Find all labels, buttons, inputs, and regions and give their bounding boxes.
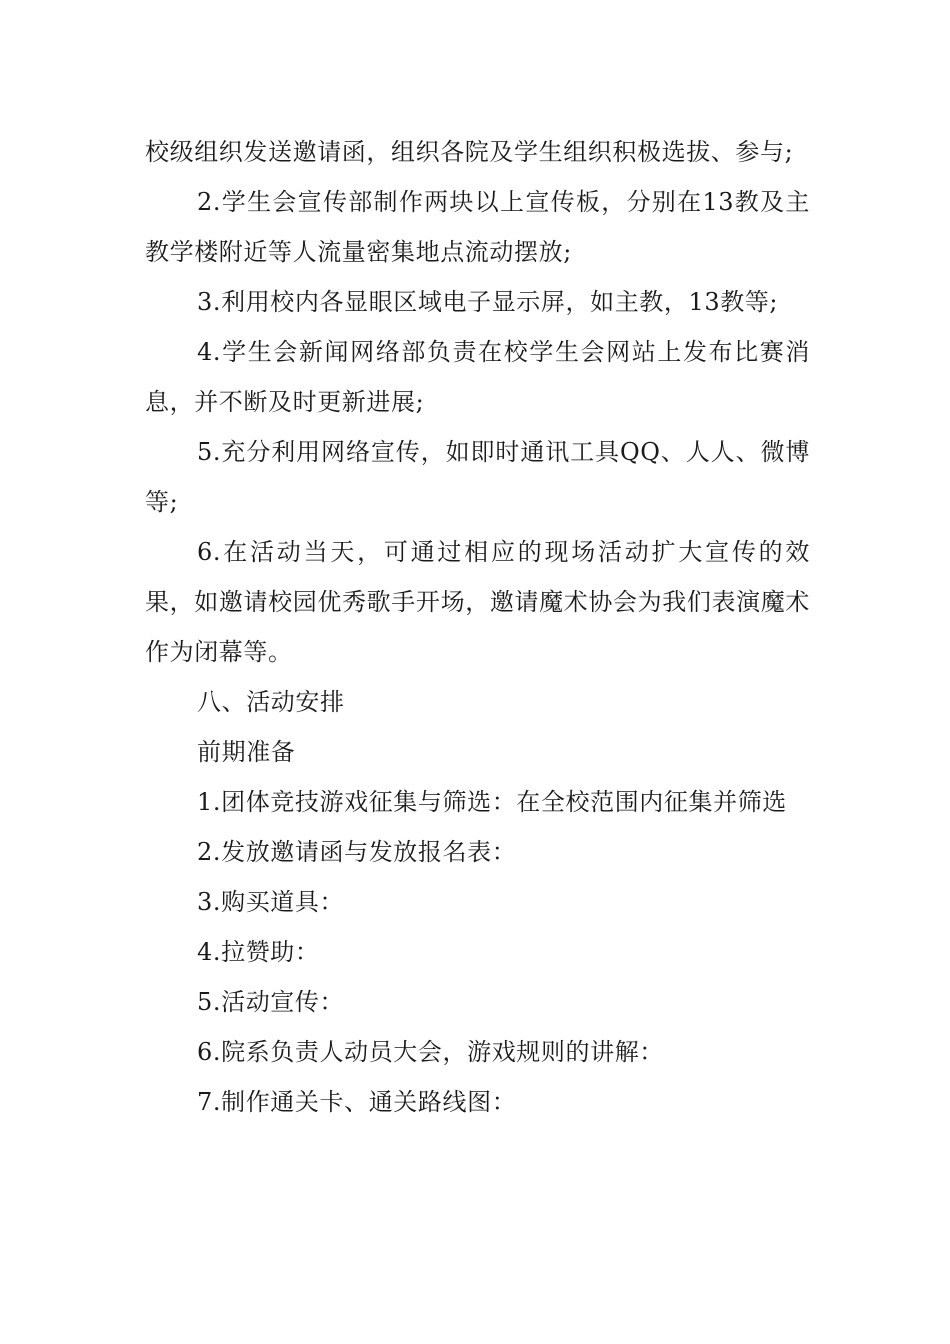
section-heading-activity-arrangement: 八、活动安排 [197,688,345,716]
prep-item-1-games: 1.团体竞技游戏征集与筛选：在全校范围内征集并筛选 [197,788,787,816]
paragraph-item-3-screens: 3.利用校内各显眼区域电子显示屏，如主教，13教等; [197,288,779,316]
prep-item-3-props: 3.购买道具： [197,888,345,916]
prep-item-4-sponsorship: 4.拉赞助： [197,938,320,966]
prep-item-6-mobilization: 6.院系负责人动员大会，游戏规则的讲解： [197,1038,664,1066]
paragraph-item-2-posters: 2.学生会宣传部制作两块以上宣传板，分别在13教及主教学楼附近等人流量密集地点流动摆放; [145,188,810,266]
prep-item-7-pass-cards: 7.制作通关卡、通关路线图： [197,1088,517,1116]
paragraph-invitation-continuation: 校级组织发送邀请函，组织各院及学生组织积极选拔、参与; [145,138,794,166]
subheading-preparation: 前期准备 [197,738,296,766]
paragraph-item-6-onsite: 6.在活动当天，可通过相应的现场活动扩大宣传的效果，如邀请校园优秀歌手开场，邀请魔术协会为我们表演魔术作为闭幕等。 [145,538,810,666]
prep-item-5-publicity: 5.活动宣传： [197,988,345,1016]
paragraph-item-4-website: 4.学生会新闻网络部负责在校学生会网站上发布比赛消息，并不断及时更新进展; [145,338,810,416]
document-body [145,127,810,1127]
paragraph-item-5-network: 5.充分利用网络宣传，如即时通讯工具QQ、人人、微博等; [145,438,810,516]
prep-item-2-invitations: 2.发放邀请函与发放报名表： [197,838,517,866]
